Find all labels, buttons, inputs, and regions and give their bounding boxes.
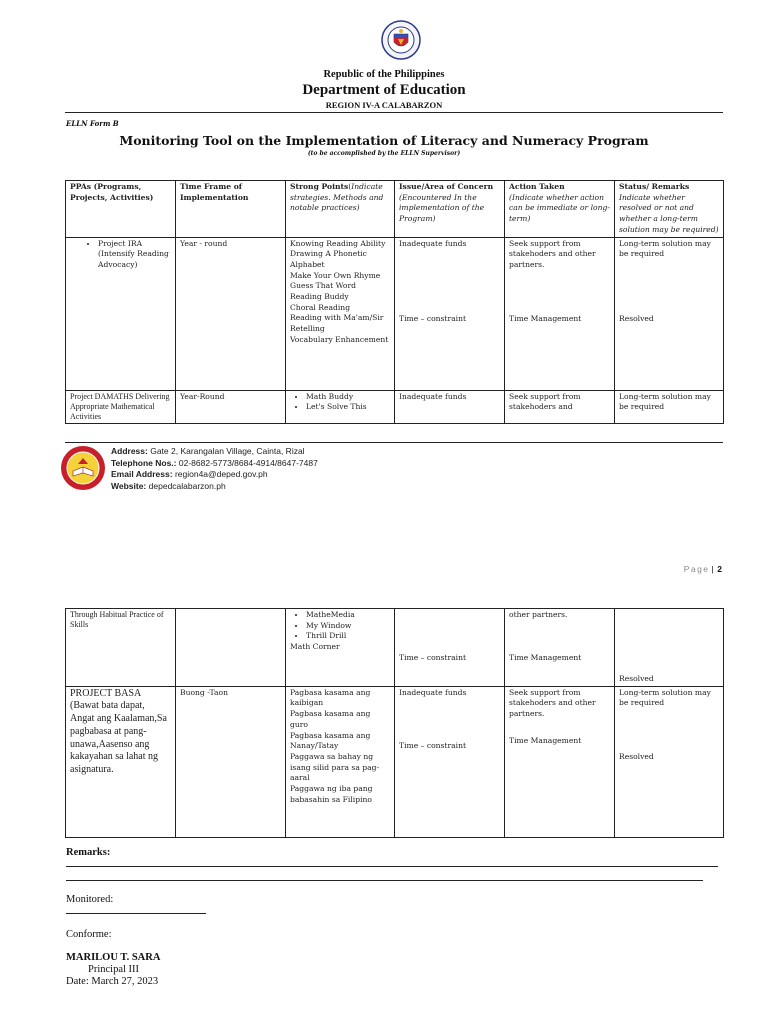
status-cell: Long-term solution may be required (615, 390, 724, 423)
remarks-label: Remarks: (66, 847, 111, 858)
document-subtitle: (to be accomplished by the ELLN Supervisor) (307, 150, 461, 157)
conforme-label: Conforme: (66, 929, 112, 940)
action-cell: Seek support from stakehoders and other partners. Time Management (505, 686, 615, 837)
email-text: region4a@deped.gov.ph (174, 469, 268, 479)
status-cell: Resolved (615, 609, 724, 687)
issue-cell: Inadequate funds Time – constraint (395, 237, 505, 390)
header-ppas: PPAs (Programs, Projects, Activities) (66, 181, 176, 238)
monitoring-table (65, 180, 724, 424)
time-frame-cell (176, 609, 286, 687)
region-badge-icon (60, 445, 106, 491)
header-action: Action Taken (Indicate whether action can be immediate or long-term) (505, 181, 615, 238)
header-issue: Issue/Area of Concern (Encountered In the implementation of the Program) (395, 181, 505, 238)
website-text: depedcalabarzon.ph (148, 480, 226, 491)
footer-contact: Address: Gate 2, Karangalan Village, Cainta, Rizal Telephone Nos.: 02-8682-5773/8684-4914/8647-7487 Email Address: region4a@deped.gov.ph Website: depedcalabarzon.ph (111, 446, 318, 491)
status-cell: Long-term solution may be required Resolved (615, 237, 724, 390)
header-status: Status/ Remarks Indicate whether resolved or not and whether a long-term solution may be required) (615, 181, 724, 238)
action-cell: Seek support from stakehoders and other partners. Time Management (505, 237, 615, 390)
ppa-cell: Through Habitual Practice of Skills (66, 609, 176, 687)
time-frame-cell: Year-Round (176, 390, 286, 423)
strong-points-cell: Pagbasa kasama ang kaibigan Pagbasa kasama ang guro Pagbasa kasama ang Nanay/Tatay Paggawa sa bahay ng isang silid para sa pag-aaral Paggawa ng iba pang babasahin sa Filipino (286, 686, 395, 837)
time-frame-cell: Buong -Taon (176, 686, 286, 837)
header-department: Department of Education (302, 82, 466, 98)
document-title: Monitoring Tool on the Implementation of Literacy and Numeracy Program (119, 133, 649, 148)
telephone-text: 02-8682-5773/8684-4914/8647-7487 (178, 457, 318, 468)
header-region: REGION IV-A CALABARZON (325, 100, 443, 110)
footer-divider (65, 442, 723, 443)
address-text: Gate 2, Karangalan Village, Cainta, Rizal (150, 446, 305, 456)
table-row (66, 390, 724, 423)
remarks-line-2[interactable] (66, 880, 703, 881)
issue-cell: Inadequate funds Time – constraint (395, 686, 505, 837)
signatory-position: Principal III (88, 964, 140, 975)
header-strong-points: Strong Points(Indicate strategies. Methods and notable practices) (286, 181, 395, 238)
deped-seal-icon (381, 20, 421, 60)
status-cell: Long-term solution may be required Resolved (615, 686, 724, 837)
header-time-frame: Time Frame of Implementation (176, 181, 286, 238)
remarks-line-1[interactable] (66, 866, 718, 867)
header-republic: Republic of the Philippines (323, 69, 445, 80)
issue-cell: Time – constraint (395, 609, 505, 687)
time-frame-cell: Year - round (176, 237, 286, 390)
table-row (66, 609, 724, 687)
monitored-signature-line[interactable] (66, 913, 206, 914)
strong-points-cell: • Math Buddy • Let's Solve This (286, 390, 395, 423)
signatory-date: Date: March 27, 2023 (66, 976, 159, 987)
action-cell: Seek support from stakehoders and (505, 390, 615, 423)
issue-cell: Inadequate funds (395, 390, 505, 423)
form-label: ELLN Form B (66, 119, 119, 128)
table-row (66, 686, 724, 837)
action-cell: other partners. Time Management (505, 609, 615, 687)
signatory-name: MARILOU T. SARA (66, 952, 161, 963)
ppa-cell: Project DAMATHS Delivering Appropriate Mathematical Activities (66, 390, 176, 423)
monitoring-table-continued (65, 608, 724, 838)
ppa-cell: • Project IRA (Intensify Reading Advocacy) (66, 237, 176, 390)
header-divider (65, 112, 723, 113)
strong-points-cell: Knowing Reading Ability Drawing A Phonetic Alphabet Make Your Own Rhyme Guess That Word Reading Buddy Choral Reading Reading with Ma'am/Sir Retelling Vocabulary Enhancement (286, 237, 395, 390)
strong-points-cell: • MatheMedia • My Window • Thrill Drill Math Corner (286, 609, 395, 687)
page-number: Page | 2 (683, 564, 722, 574)
table-row (66, 237, 724, 390)
monitored-label: Monitored: (66, 894, 114, 905)
ppa-cell: PROJECT BASA (Bawat bata dapat, Angat ang Kaalaman,Sa pagbabasa at pang-unawa,Aasenso ang kakayahan sa lahat ng asignatura. (66, 686, 176, 837)
table-header-row (66, 181, 724, 238)
